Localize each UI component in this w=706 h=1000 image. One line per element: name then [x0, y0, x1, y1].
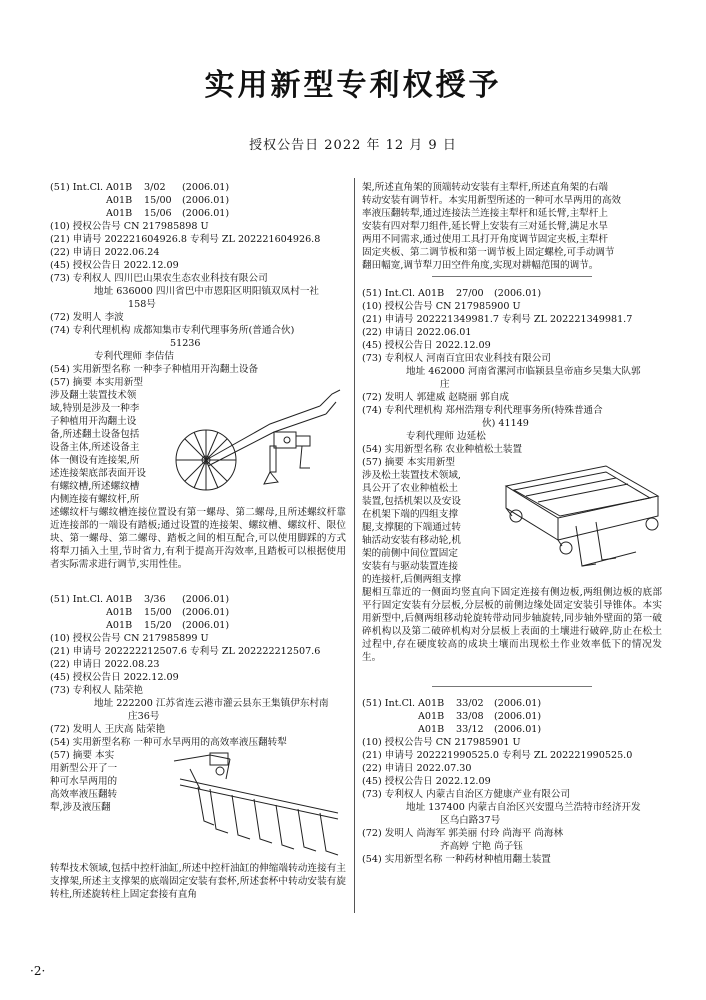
- patent-entry-1: (51) Int.Cl. A01B 3/02 (2006.01) A01B 15/00 (2006.01) A01B 15/06 (2006.01) (10) 授权公告号 CN 217985898 U (21) 申请号 202221604926.8 专利号 ZL 202221604926.8 (22) 申请日 2022.06.24 (45) 授权公告日 2022.12.09 (73) 专利权人 四川巴山果农生态农业科技有限公司 地址 636000 四川省巴中市恩阳区明阳镇双凤村一社 158号 (72) 发明人 李波 (74) 专利代理机构 成都知集市专利代理事务所(普通合伙) 51236 专利代理师 李佶佶 (54) 实用新型名称 一种李子种植用开沟翻土设备 (57) 摘要 本实用新型 涉及翻土装置技术领 域,特别是涉及一种李 子种植用开沟翻土设 备,所述翻土设备包括 设备主体,所述设备主 体一侧设有连接架,所 述连接架底部表面开设 有螺纹槽,所述螺纹槽 内侧连接有螺纹杆,所 述螺纹杆与螺纹槽连接位置设有第一螺母、第二螺母,且所述螺纹杆靠近连接部的一端设有踏板;通过设置的连接架、螺纹槽、螺纹杆、限位块、第一螺母、第二螺母、踏板之间的相互配合,可以使用脚踩的方式将犁刀插入土里,节时省力,有利于提高开沟效率,且踏板可以根据使用者实际需求进行调节,实用性佳。: [50, 182, 346, 570]
- abstract: (57) 摘要 本实 用新型公开了一 种可水旱两用的 高效率液压翻转 犁,涉及液压翻: [50, 750, 118, 813]
- agency: (74) 专利代理机构 成都知集市专利代理事务所(普通合伙): [50, 325, 295, 336]
- utility-model-name: (54) 实用新型名称 一种可水旱两用的高效率液压翻转犁: [50, 737, 287, 748]
- abstract-continued: 转犁技术领域,包括中控杆油缸,所述中控杆油缸的伸缩端转动连接有主支撑架,所述主支撑架的底端固定安装有套杯,所述套杯中转动安装有旋转柱,所述旋转柱上固定套接有直角: [50, 863, 346, 900]
- application-number: (21) 申请号 202222212507.6 专利号 ZL 202222212507.6: [50, 646, 321, 657]
- patent-entry-2: (51) Int.Cl. A01B 3/36 (2006.01) A01B 15/00 (2006.01) A01B 15/20 (2006.01) (10) 授权公告号 CN 217985899 U (21) 申请号 202222212507.6 专利号 ZL 202222212507.6 (22) 申请日 2022.08.23 (45) 授权公告日 2022.12.09 (73) 专利权人 陆荣艳 地址 222200 江苏省连云港市灌云县东王集镇伊东村南 庄36号 (72) 发明人 王庆高 陆荣艳 (54) 实用新型名称 一种可水旱两用的高效率液压翻转犁 (57) 摘要 本实 用新型公开了一 种可水旱两用的 高效率液压翻转 犁,涉及液压翻 转犁技术领域,包括中控杆油缸,所述中控杆油缸的伸缩端转动连接有主支撑架,所述主支撑架的底端固定安装有套杯,所述套杯中转动安装有旋转柱,所述旋转柱上固定套接有直角: [50, 594, 346, 900]
- application-date: (22) 申请日 2022.06.24: [50, 247, 160, 258]
- utility-model-name: (54) 实用新型名称 一种李子种植用开沟翻土设备: [50, 364, 259, 375]
- patent-figure-furrow-plow: [170, 376, 346, 499]
- agent: 专利代理师 李佶佶: [94, 351, 174, 362]
- entry-separator: [432, 686, 592, 687]
- patentee: (73) 专利权人 四川巴山果农生态农业科技有限公司: [50, 273, 268, 284]
- patentee: (73) 专利权人 内蒙古自治区方健康产业有限公司: [362, 789, 571, 800]
- address: 地址 222200 江苏省连云港市灌云县东王集镇伊东村南: [94, 698, 329, 709]
- grant-date: (45) 授权公告日 2022.12.09: [50, 672, 179, 683]
- application-date: (22) 申请日 2022.08.23: [50, 659, 160, 670]
- left-column: [50, 181, 346, 923]
- abstract-continued: 腿相互靠近的一侧面均竖直向下固定连接有侧边板,两组侧边板的底部平行固定安装有分层板,分层板的前侧边缘处固定安装引导锥体。本实用新型中,后侧两组移动轮旋转带动同步轴旋转,同步轴外壁面的第一破碎机构以及第二破碎机构对分层板上表面的土壤进行破碎,防止在松土过程中,存在硬度较高的成块土壤而出现松土作业效率低下的情况发生。: [362, 587, 662, 663]
- grant-date: (45) 授权公告日 2022.12.09: [362, 340, 491, 351]
- grant-number: (10) 授权公告号 CN 217985899 U: [50, 633, 209, 644]
- entry-separator: [432, 276, 592, 277]
- grant-date: (45) 授权公告日 2022.12.09: [362, 776, 491, 787]
- page-title: 实用新型专利权授予: [204, 68, 502, 103]
- grant-number: (10) 授权公告号 CN 217985898 U: [50, 221, 209, 232]
- inventor: (72) 发明人 郭建威 赵晓丽 郭自成: [362, 392, 510, 403]
- address: 地址 462000 河南省漯河市临颍县皇帝庙乡吴集大队郭: [406, 366, 641, 377]
- agent: 专利代理师 边延松: [406, 431, 486, 442]
- application-number: (21) 申请号 202221990525.0 专利号 ZL 202221990525.0: [362, 750, 633, 761]
- application-number: (21) 申请号 202221349981.7 专利号 ZL 202221349981.7: [362, 314, 633, 325]
- publication-date: 授权公告日 2022 年 12 月 9 日: [249, 138, 457, 153]
- grant-number: (10) 授权公告号 CN 217985901 U: [362, 737, 521, 748]
- address: 地址 636000 四川省巴中市恩阳区明阳镇双凤村一社: [94, 286, 320, 297]
- patent-entry-3: (51) Int.Cl. A01B 27/00 (2006.01) (10) 授权公告号 CN 217985900 U (21) 申请号 202221349981.7 专利号 ZL 202221349981.7 (22) 申请日 2022.06.01 (45) 授权公告日 2022.12.09 (73) 专利权人 河南百宜田农业科技有限公司 地址 462000 河南省漯河市临颍县皇帝庙乡吴集大队郭 庄 (72) 发明人 郭建威 赵晓丽 郭自成 (74) 专利代理机构 郑州浩翔专利代理事务所(特殊普通合 伙) 41149 专利代理师 边延松 (54) 实用新型名称 农业种植松土装置 (57) 摘要 本实用新型 涉及松土装置技术领域, 具公开了农业种植松土 装置,包括机架以及安设 在机架下端的四组支撑 腿,支撑腿的下端通过转 轴活动安装有移动轮,机 架的前侧中间位置固定 安装有与驱动装置连接 的连接杆,后侧两组支撑 腿相互靠近的一侧面均竖直向下固定连接有侧边板,两组侧边板的底部平行固定安装有分层板,分层板的前侧边缘处固定安装引导锥体。本实用新型中,后侧两组移动轮旋转带动同步轴旋转,同步轴外壁面的第一破碎机构以及第二破碎机构对分层板上表面的土壤进行破碎,防止在松土过程中,存在硬度较高的成块土壤而出现松土作业效率低下的情况发生。: [362, 288, 662, 663]
- inventor: (72) 发明人 王庆高 陆荣艳: [50, 724, 166, 735]
- patent-figure-soil-loosener: [486, 456, 662, 579]
- grant-date: (45) 授权公告日 2022.12.09: [50, 260, 179, 271]
- inventor: (72) 发明人 李波: [50, 312, 124, 323]
- abstract-continued-from-left: 架,所述直角架的顶端转动安装有主犁杆,所述直角架的右端 转动安装有调节杆。本实用新型所述的一种可水旱两用的高效 率液压翻转犁,通过连接法兰连接主犁杆和延长臂,主犁杆上 安装有四对犁刀组件,延长臂上安装有三对延长臂,满足水旱 两用不同需求,通过使用工具打开角度调节固定夹板,主犁杆 固定夹板、第二调节板和第一调节板上固定螺栓,可手动调节 翻田幅宽,调节犁刀田空件角度,实现对耕幅范围的调节。: [362, 182, 622, 271]
- application-number: (21) 申请号 202221604926.8 专利号 ZL 202221604926.8: [50, 234, 321, 245]
- abstract-continued: 述螺纹杆与螺纹槽连接位置设有第一螺母、第二螺母,且所述螺纹杆靠近连接部的一端设有踏板;通过设置的连接架、螺纹槽、螺纹杆、限位块、第一螺母、第二螺母、踏板之间的相互配合,可以使用脚踩的方式将犁刀插入土里,节时省力,有利于提高开沟效率,且踏板可以根据使用者实际需求进行调节,实用性佳。: [50, 507, 346, 570]
- utility-model-name: (54) 实用新型名称 农业种植松土装置: [362, 444, 523, 455]
- patentee: (73) 专利权人 陆荣艳: [50, 685, 143, 696]
- application-date: (22) 申请日 2022.06.01: [362, 327, 472, 338]
- address: 地址 137400 内蒙古自治区兴安盟乌兰浩特市经济开发: [406, 802, 641, 813]
- abstract: (57) 摘要 本实用新型 涉及松土装置技术领域, 具公开了农业种植松土 装置,包括机架以及安设 在机架下端的四组支撑 腿,支撑腿的下端通过转 轴活动安装有移动轮,机 架的前侧中间位置固定 安装有与驱动装置连接 的连接杆,后侧两组支撑: [362, 457, 461, 585]
- abstract: (57) 摘要 本实用新型 涉及翻土装置技术领 域,特别是涉及一种李 子种植用开沟翻土设 备,所述翻土设备包括 设备主体,所述设备主 体一侧设有连接架,所 述连接架底部表面开设 有螺纹槽,所述螺纹槽 内侧连接有螺纹杆,所: [50, 377, 146, 505]
- application-date: (22) 申请日 2022.07.30: [362, 763, 472, 774]
- patent-figure-hydraulic-plow: [170, 749, 346, 860]
- utility-model-name: (54) 实用新型名称 一种药材种植用翻土装置: [362, 854, 551, 865]
- patentee: (73) 专利权人 河南百宜田农业科技有限公司: [362, 353, 551, 364]
- right-column: [362, 181, 662, 888]
- inventor: (72) 发明人 尚海军 郭美丽 付玲 尚海平 尚海林: [362, 828, 564, 839]
- column-divider: [354, 178, 355, 913]
- page-number: ·2·: [30, 964, 46, 978]
- grant-number: (10) 授权公告号 CN 217985900 U: [362, 301, 521, 312]
- agency: (74) 专利代理机构 郑州浩翔专利代理事务所(特殊普通合: [362, 405, 603, 416]
- patent-entry-4: (51) Int.Cl. A01B 33/02 (2006.01) A01B 33/08 (2006.01) A01B 33/12 (2006.01) (10) 授权公告号 CN 217985901 U (21) 申请号 202221990525.0 专利号 ZL 202221990525.0 (22) 申请日 2022.07.30 (45) 授权公告日 2022.12.09 (73) 专利权人 内蒙古自治区方健康产业有限公司 地址 137400 内蒙古自治区兴安盟乌兰浩特市经济开发 区乌白路37号 (72) 发明人 尚海军 郭美丽 付玲 尚海平 尚海林 齐高婷 宁艳 尚子钰 (54) 实用新型名称 一种药材种植用翻土装置: [362, 697, 662, 866]
